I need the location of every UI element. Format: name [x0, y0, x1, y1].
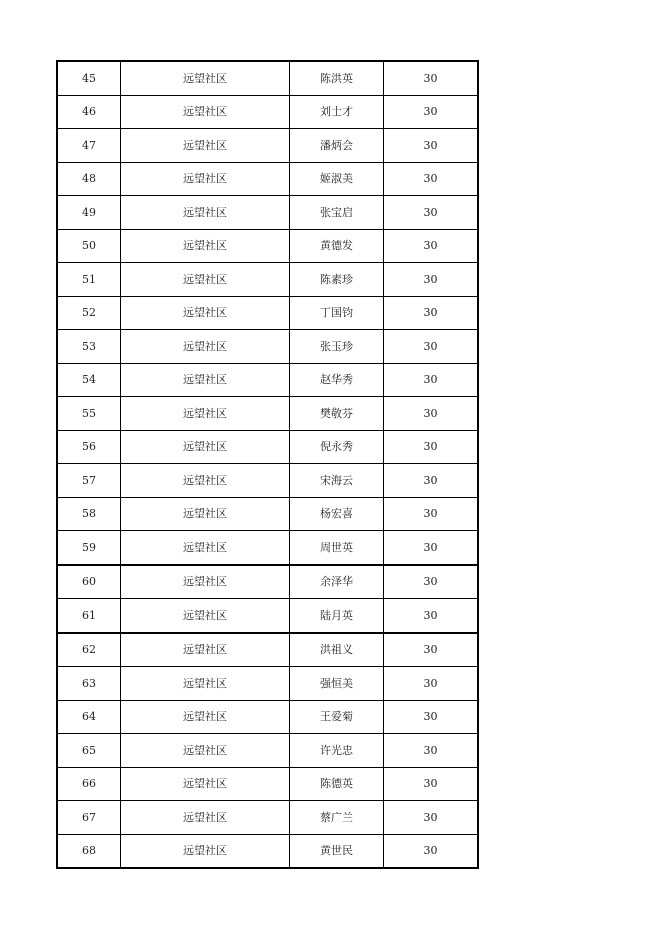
row-index-cell: 61 — [57, 599, 121, 633]
amount-cell: 30 — [384, 263, 479, 297]
amount-cell: 30 — [384, 95, 479, 129]
row-index-cell: 67 — [57, 801, 121, 835]
table-row — [57, 700, 478, 734]
resident-name-cell: 陆月英 — [290, 599, 384, 633]
amount-cell: 30 — [384, 531, 479, 565]
resident-name-cell: 姬淑美 — [290, 162, 384, 196]
resident-name-cell: 黄世民 — [290, 834, 384, 868]
table-row — [57, 633, 478, 667]
table-row — [57, 95, 478, 129]
row-index-cell: 51 — [57, 263, 121, 297]
table-row — [57, 263, 478, 297]
amount-cell: 30 — [384, 464, 479, 498]
resident-name-cell: 许光忠 — [290, 734, 384, 768]
resident-name-cell: 黄德发 — [290, 229, 384, 263]
community-cell: 远望社区 — [121, 767, 290, 801]
community-cell: 远望社区 — [121, 599, 290, 633]
community-cell: 远望社区 — [121, 296, 290, 330]
resident-name-cell: 潘炳会 — [290, 129, 384, 163]
row-index-cell: 53 — [57, 330, 121, 364]
table-row — [57, 767, 478, 801]
resident-name-cell: 樊敬芬 — [290, 397, 384, 431]
row-index-cell: 66 — [57, 767, 121, 801]
row-index-cell: 48 — [57, 162, 121, 196]
community-cell: 远望社区 — [121, 196, 290, 230]
table-body — [57, 61, 478, 868]
table-row — [57, 330, 478, 364]
amount-cell: 30 — [384, 599, 479, 633]
table-row — [57, 464, 478, 498]
resident-name-cell: 洪祖义 — [290, 633, 384, 667]
community-cell: 远望社区 — [121, 430, 290, 464]
amount-cell: 30 — [384, 330, 479, 364]
amount-cell: 30 — [384, 129, 479, 163]
resident-name-cell: 刘士才 — [290, 95, 384, 129]
community-cell: 远望社区 — [121, 464, 290, 498]
table-row — [57, 229, 478, 263]
amount-cell: 30 — [384, 497, 479, 531]
table-row — [57, 565, 478, 599]
data-table — [56, 60, 479, 869]
amount-cell: 30 — [384, 767, 479, 801]
community-cell: 远望社区 — [121, 397, 290, 431]
table-row — [57, 497, 478, 531]
resident-name-cell: 赵华秀 — [290, 363, 384, 397]
amount-cell: 30 — [384, 430, 479, 464]
row-index-cell: 62 — [57, 633, 121, 667]
community-cell: 远望社区 — [121, 565, 290, 599]
resident-name-cell: 王爱菊 — [290, 700, 384, 734]
community-cell: 远望社区 — [121, 363, 290, 397]
community-cell: 远望社区 — [121, 700, 290, 734]
resident-name-cell: 宋海云 — [290, 464, 384, 498]
community-cell: 远望社区 — [121, 531, 290, 565]
community-cell: 远望社区 — [121, 61, 290, 95]
table-row — [57, 430, 478, 464]
table-row — [57, 397, 478, 431]
amount-cell: 30 — [384, 296, 479, 330]
amount-cell: 30 — [384, 196, 479, 230]
row-index-cell: 47 — [57, 129, 121, 163]
community-cell: 远望社区 — [121, 263, 290, 297]
community-cell: 远望社区 — [121, 162, 290, 196]
row-index-cell: 45 — [57, 61, 121, 95]
table-row — [57, 363, 478, 397]
amount-cell: 30 — [384, 734, 479, 768]
row-index-cell: 50 — [57, 229, 121, 263]
table-row — [57, 801, 478, 835]
community-cell: 远望社区 — [121, 330, 290, 364]
row-index-cell: 68 — [57, 834, 121, 868]
amount-cell: 30 — [384, 61, 479, 95]
row-index-cell: 57 — [57, 464, 121, 498]
amount-cell: 30 — [384, 667, 479, 701]
community-cell: 远望社区 — [121, 95, 290, 129]
row-index-cell: 46 — [57, 95, 121, 129]
resident-name-cell: 张玉珍 — [290, 330, 384, 364]
resident-name-cell: 周世英 — [290, 531, 384, 565]
row-index-cell: 49 — [57, 196, 121, 230]
resident-name-cell: 倪永秀 — [290, 430, 384, 464]
row-index-cell: 52 — [57, 296, 121, 330]
row-index-cell: 60 — [57, 565, 121, 599]
amount-cell: 30 — [384, 229, 479, 263]
row-index-cell: 55 — [57, 397, 121, 431]
amount-cell: 30 — [384, 801, 479, 835]
table-row — [57, 834, 478, 868]
table-row — [57, 599, 478, 633]
community-cell: 远望社区 — [121, 834, 290, 868]
community-cell: 远望社区 — [121, 497, 290, 531]
community-cell: 远望社区 — [121, 801, 290, 835]
resident-name-cell: 陈素珍 — [290, 263, 384, 297]
resident-name-cell: 蔡广兰 — [290, 801, 384, 835]
table-row — [57, 61, 478, 95]
community-cell: 远望社区 — [121, 667, 290, 701]
resident-name-cell: 余泽华 — [290, 565, 384, 599]
row-index-cell: 65 — [57, 734, 121, 768]
community-cell: 远望社区 — [121, 229, 290, 263]
row-index-cell: 54 — [57, 363, 121, 397]
amount-cell: 30 — [384, 565, 479, 599]
amount-cell: 30 — [384, 363, 479, 397]
amount-cell: 30 — [384, 162, 479, 196]
community-cell: 远望社区 — [121, 734, 290, 768]
community-cell: 远望社区 — [121, 633, 290, 667]
table-row — [57, 296, 478, 330]
amount-cell: 30 — [384, 397, 479, 431]
resident-name-cell: 强恒美 — [290, 667, 384, 701]
amount-cell: 30 — [384, 633, 479, 667]
amount-cell: 30 — [384, 834, 479, 868]
amount-cell: 30 — [384, 700, 479, 734]
table-row — [57, 162, 478, 196]
resident-name-cell: 杨宏喜 — [290, 497, 384, 531]
resident-name-cell: 陈洪英 — [290, 61, 384, 95]
table-row — [57, 196, 478, 230]
row-index-cell: 59 — [57, 531, 121, 565]
resident-name-cell: 丁国钧 — [290, 296, 384, 330]
table-row — [57, 734, 478, 768]
row-index-cell: 63 — [57, 667, 121, 701]
table-row — [57, 667, 478, 701]
resident-name-cell: 陈德英 — [290, 767, 384, 801]
table-row — [57, 531, 478, 565]
row-index-cell: 56 — [57, 430, 121, 464]
community-cell: 远望社区 — [121, 129, 290, 163]
row-index-cell: 64 — [57, 700, 121, 734]
row-index-cell: 58 — [57, 497, 121, 531]
table-row — [57, 129, 478, 163]
resident-name-cell: 张宝启 — [290, 196, 384, 230]
